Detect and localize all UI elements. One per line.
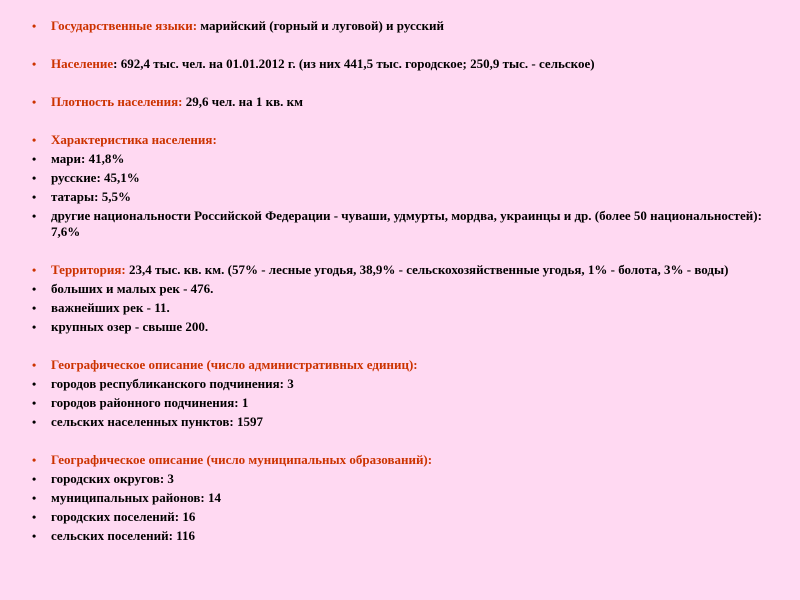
list-item — [32, 170, 776, 186]
bullet-icon: • — [32, 453, 37, 467]
density-item — [32, 94, 776, 110]
list-item — [32, 376, 776, 392]
territory-item — [32, 262, 776, 278]
admin-item: городов республиканского подчинения: 3 — [51, 376, 294, 391]
bullet-icon: • — [32, 57, 37, 71]
bullet-icon: • — [32, 377, 37, 391]
list-item — [32, 414, 776, 430]
bullet-icon: • — [32, 529, 37, 543]
density-text — [51, 94, 776, 110]
territory-detail: важнейших рек - 11. — [51, 300, 170, 315]
territory-detail: больших и малых рек - 476. — [51, 281, 214, 296]
ethnic-item: мари: 41,8% — [51, 151, 125, 166]
ethnic-heading-item — [32, 132, 776, 148]
bullet-icon: • — [32, 19, 37, 33]
ethnic-heading: Характеристика населения: — [51, 132, 217, 147]
bullet-icon: • — [32, 396, 37, 410]
territory-value: 23,4 тыс. кв. км. (57% - лесные угодья, 38,9% - сельскохозяйственные угодья, 1% - болота, 3% - воды) — [125, 262, 729, 277]
territory-label: Территория: — [51, 262, 126, 277]
population-value: : 692,4 тыс. чел. на 01.01.2012 г. (из них 441,5 тыс. городское; 250,9 тыс. - сельское) — [113, 56, 595, 71]
municipal-item: городских округов: 3 — [51, 471, 174, 486]
bullet-icon: • — [32, 95, 37, 109]
bullet-icon: • — [32, 491, 37, 505]
admin-item: городов районного подчинения: 1 — [51, 395, 249, 410]
languages-text — [51, 18, 776, 34]
languages-label: Государственные языки: — [51, 18, 198, 33]
bullet-icon: • — [32, 415, 37, 429]
bullet-icon: • — [32, 301, 37, 315]
bullet-icon: • — [32, 320, 37, 334]
municipal-heading-item — [32, 452, 776, 468]
list-item — [32, 509, 776, 525]
list-item — [32, 300, 776, 316]
languages-value: марийский (горный и луговой) и русский — [197, 18, 444, 33]
municipal-heading: Географическое описание (число муниципальных образований): — [51, 452, 433, 467]
ethnic-item: другие национальности Российской Федерации - чуваши, удмурты, мордва, украинцы и др. (более 50 национальностей): 7,6% — [51, 208, 762, 239]
population-text — [51, 56, 776, 72]
ethnic-item: татары: 5,5% — [51, 189, 131, 204]
bullet-icon: • — [32, 472, 37, 486]
bullet-icon: • — [32, 190, 37, 204]
list-item — [32, 490, 776, 506]
municipal-item: муниципальных районов: 14 — [51, 490, 221, 505]
admin-item: сельских населенных пунктов: 1597 — [51, 414, 263, 429]
bullet-icon: • — [32, 133, 37, 147]
territory-detail: крупных озер - свыше 200. — [51, 319, 209, 334]
list-item — [32, 528, 776, 544]
municipal-item: городских поселений: 16 — [51, 509, 196, 524]
bullet-icon: • — [32, 263, 37, 277]
list-item — [32, 189, 776, 205]
list-item — [32, 208, 776, 240]
list-item — [32, 395, 776, 411]
list-item — [32, 319, 776, 335]
bullet-icon: • — [32, 152, 37, 166]
bullet-icon: • — [32, 358, 37, 372]
languages-item — [32, 18, 776, 34]
territory-text — [51, 262, 776, 278]
population-item — [32, 56, 776, 72]
population-label: Население — [51, 56, 114, 71]
admin-heading: Географическое описание (число административных единиц): — [51, 357, 418, 372]
ethnic-item: русские: 45,1% — [51, 170, 140, 185]
bullet-icon: • — [32, 209, 37, 223]
admin-heading-item — [32, 357, 776, 373]
bullet-icon: • — [32, 510, 37, 524]
list-item — [32, 471, 776, 487]
bullet-icon: • — [32, 282, 37, 296]
list-item — [32, 281, 776, 297]
list-item — [32, 151, 776, 167]
bullet-icon: • — [32, 171, 37, 185]
density-label: Плотность населения: — [51, 94, 183, 109]
density-value: 29,6 чел. на 1 кв. км — [182, 94, 303, 109]
municipal-item: сельских поселений: 116 — [51, 528, 195, 543]
